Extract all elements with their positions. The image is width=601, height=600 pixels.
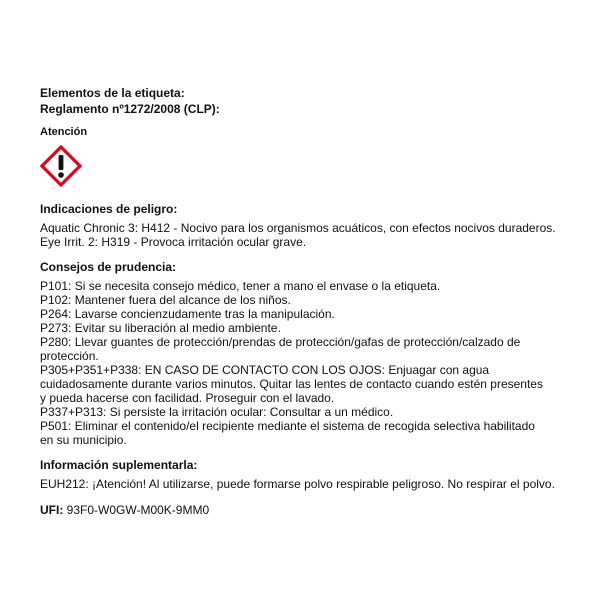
regulation-title: Reglamento nº1272/2008 (CLP): xyxy=(40,102,220,116)
supplementary-info-section xyxy=(40,457,580,491)
precaution-line: P280: Llevar guantes de protección/prendas de protección/gafas de protección/calzado de xyxy=(40,335,521,349)
precaution-line: en su municipio. xyxy=(40,433,127,447)
hazard-statements-section xyxy=(40,201,580,249)
supplementary-line: EUH212: ¡Atención! Al utilizarse, puede formarse polvo respirable peligroso. No respirar el polvo. xyxy=(40,477,555,491)
ufi-code: 93F0-W0GW-M00K-9MM0 xyxy=(66,503,210,517)
precaution-line: y pueda hacerse con facilidad. Proseguir con el lavado. xyxy=(40,391,335,405)
precaution-line: cuidadosamente durante varios minutos. Quitar las lentes de contacto cuando estén presentes xyxy=(40,377,543,391)
precaution-list xyxy=(40,279,580,447)
precautionary-statements-section xyxy=(40,259,580,447)
precaution-line: P305+P351+P338: EN CASO DE CONTACTO CON LOS OJOS: Enjuagar con agua xyxy=(40,363,490,377)
precaution-heading: Consejos de prudencia: xyxy=(40,260,177,274)
label-document xyxy=(40,85,580,517)
ufi-line xyxy=(40,503,580,517)
precaution-line: P101: Si se necesita consejo médico, tener a mano el envase o la etiqueta. xyxy=(40,279,441,293)
precaution-line: P102: Mantener fuera del alcance de los niños. xyxy=(40,293,291,307)
hazard-line: Eye Irrit. 2: H319 - Provoca irritación ocular grave. xyxy=(40,235,307,249)
hazard-line: Aquatic Chronic 3: H412 - Nocivo para los organismos acuáticos, con efectos nocivos duraderos. xyxy=(40,221,556,235)
precaution-line: P501: Eliminar el contenido/el recipiente mediante el sistema de recogida selectiva habilitado xyxy=(40,419,535,433)
ghs07-exclamation-mark-icon xyxy=(40,145,82,187)
signal-word: Atención xyxy=(40,126,88,138)
precaution-line: P264: Lavarse concienzudamente tras la manipulación. xyxy=(40,307,335,321)
label-title: Elementos de la etiqueta: xyxy=(40,86,185,100)
ufi-label: UFI: xyxy=(40,503,64,517)
hazard-heading: Indicaciones de peligro: xyxy=(40,202,178,216)
precaution-line: P337+P313: Si persiste la irritación ocular: Consultar a un médico. xyxy=(40,405,394,419)
supplementary-heading: Información suplementarla: xyxy=(40,458,198,472)
supplementary-list xyxy=(40,477,580,491)
hazard-list xyxy=(40,221,580,249)
precaution-line: protección. xyxy=(40,349,99,363)
precaution-line: P273: Evitar su liberación al medio ambiente. xyxy=(40,321,281,335)
